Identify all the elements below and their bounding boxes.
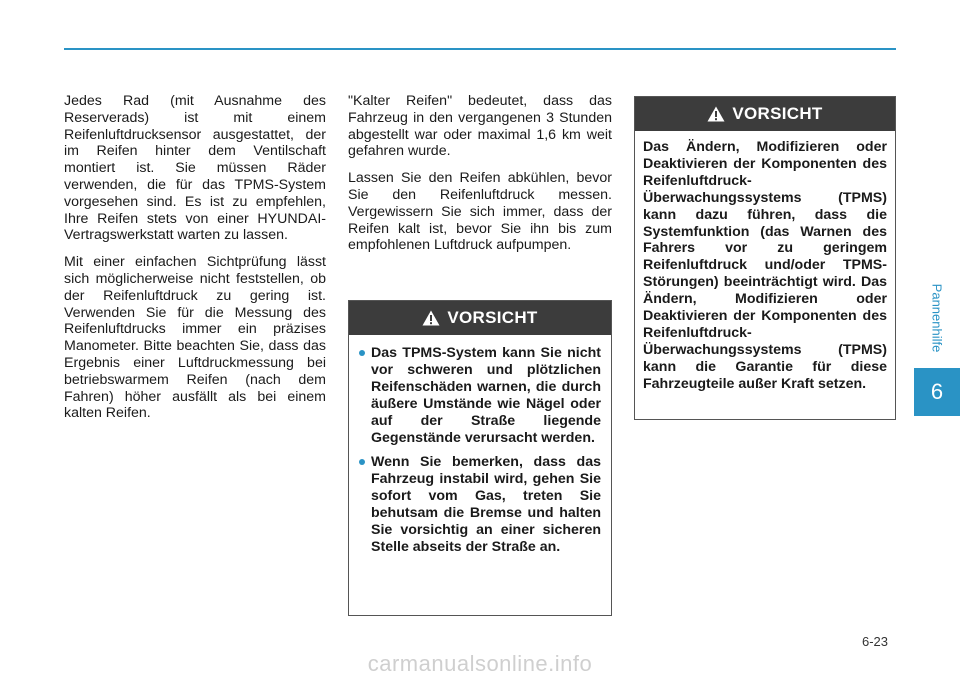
warning-triangle-icon [422,310,440,326]
caution-header [349,301,611,335]
warning-triangle-icon [707,106,725,122]
text-column-1 [64,93,326,432]
text-column-2 [348,93,612,264]
paragraph: Jedes Rad (mit Ausnahme des Reserverads) ist mit einem Reifenluftdrucksensor ausgestattet, der im Reifen hinter dem Ventilschaft montiert ist. Sie müssen Räder verwenden, die für das TPMS-System vorgesehen sind. Es ist zu empfehlen, Ihre Reifen stets von einer HYUNDAI-Vertragswerkstatt warten zu lassen. [64,93,326,244]
bullet-icon [359,459,365,465]
caution-box-modification [634,96,896,420]
caution-title: VORSICHT [447,308,538,327]
list-item [359,454,601,555]
list-item-text: Das TPMS-System kann Sie nicht vor schweren und plötzlichen Reifenschäden warnen, die durch äußere Umstände wie Nägel oder auf der Straße liegende Gegenstände verursacht werden. [371,345,601,446]
paragraph: Lassen Sie den Reifen abkühlen, bevor Sie den Reifenluftdruck messen. Vergewissern Sie sich immer, dass der Reifen kalt ist, bevor Sie ihn bis zum empfohlenen Luftdruck aufpumpen. [348,170,612,254]
chapter-tab[interactable] [914,368,960,416]
caution-body: Das Ändern, Modifizieren oder Deaktivieren der Komponenten des Reifenluftdruck-Überwachungssystems (TPMS) kann dazu führen, dass die Systemfunktion (das Warnen des Fahrers vor zu geringem Reifenluftdruck und/oder TPMS-Störungen) beeinträchtigt wird. Das Ändern, Modifizieren oder Deaktivieren der Komponenten des Reifenluftdruck-Überwachungssystems (TPMS) kann die Garantie für diese Fahrzeugteile außer Kraft setzen. [643,139,887,392]
list-item-text: Wenn Sie bemerken, dass das Fahrzeug instabil wird, gehen Sie sofort vom Gas, treten Sie behutsam die Bremse und halten Sie vorsichtig an einer sicheren Stelle abseits der Straße an. [371,454,601,555]
top-rule [64,48,896,50]
watermark: carmanualsonline.info [367,651,593,676]
caution-box-tpms [348,300,612,616]
chapter-label: Pannenhilfe [929,283,945,353]
page-number: 6-23 [862,634,889,649]
caution-body [349,335,611,556]
list-item [359,345,601,446]
paragraph: "Kalter Reifen" bedeutet, dass das Fahrzeug in den vergangenen 3 Stunden abgestellt war oder maximal 1,6 km weit gefahren wurde. [348,93,612,160]
paragraph: Mit einer einfachen Sichtprüfung lässt sich möglicherweise nicht feststellen, ob der Reifenluftdruck zu gering ist. Verwenden Sie für die Messung des Reifenluftdrucks immer ein präzises Manometer. Bitte beachten Sie, dass das Ergebnis einer Luftdruckmessung bei betriebswarmem Reifen (nach dem Fahren) höher ausfällt als bei einem kalten Reifen. [64,254,326,422]
chapter-number: 6 [930,379,944,404]
caution-header [635,97,895,131]
caution-title: VORSICHT [732,104,823,123]
bullet-icon [359,350,365,356]
